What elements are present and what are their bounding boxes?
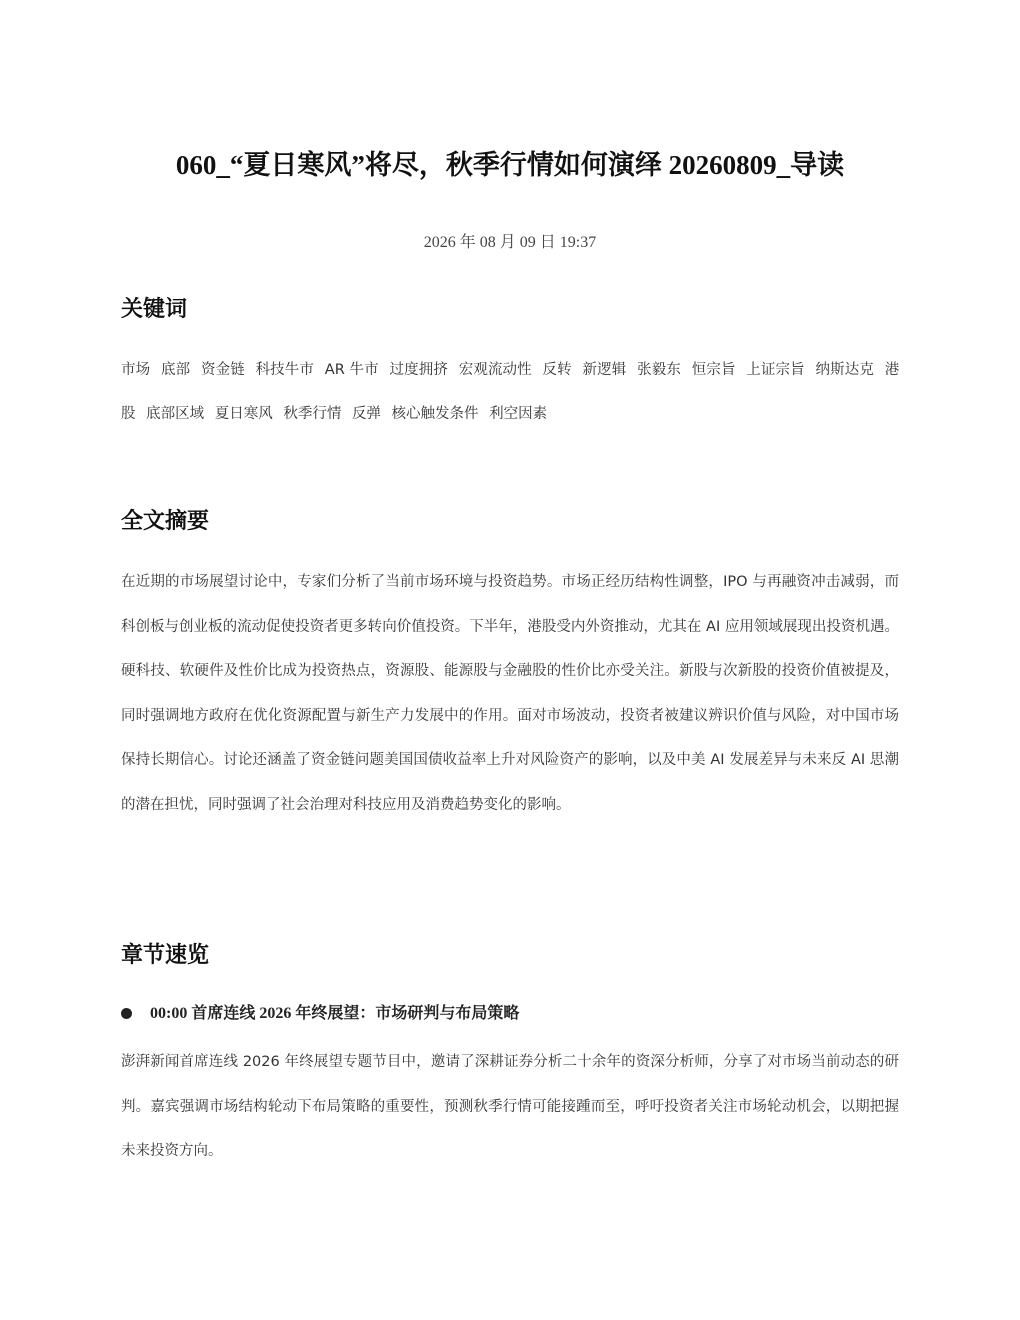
keyword: 市场: [121, 362, 151, 378]
summary-text: 在近期的市场展望讨论中，专家们分析了当前市场环境与投资趋势。市场正经历结构性调整，IPO 与再融资冲击减弱，而科创板与创业板的流动促使投资者更多转向价值投资。下半年，港股受内外资推动，尤其在 AI 应用领域展现出投资机遇。硬科技、软硬件及性价比成为投资热点，资源股、能源股与金融股的性价比亦受关注。新股与次新股的投资价值被提及，同时强调地方政府在优化资源配置与新生产力发展中的作用。面对市场波动，投资者被建议辨识价值与风险，对中国市场保持长期信心。讨论还涵盖了资金链问题美国国债收益率上升对风险资产的影响，以及中美 AI 发展差异与未来反 AI 思潮的潜在担忧，同时强调了社会治理对科技应用及消费趋势变化的影响。: [121, 574, 899, 813]
summary-heading: 全文摘要: [121, 509, 210, 534]
document-title: 060_“夏日寒风”将尽，秋季行情如何演绎 20260809_导读: [175, 150, 845, 180]
keyword: 新逻辑: [582, 362, 627, 378]
keyword: 过度拥挤: [389, 362, 448, 378]
keywords-list: [121, 348, 899, 436]
keyword: 科技牛市: [255, 362, 315, 378]
keyword: 底部: [160, 362, 191, 378]
keywords-heading: 关键词: [121, 297, 188, 322]
bullet-icon: [121, 1008, 132, 1019]
chapter-summary: 澎湃新闻首席连线 2026 年终展望专题节目中，邀请了深耕证券分析二十余年的资深分析师，分享了对市场当前动态的研判。嘉宾强调市场结构轮动下布局策略的重要性，预测秋季行情可能接踵而至，呼吁投资者关注市场轮动机会，以期把握未来投资方向。: [121, 1054, 899, 1159]
keyword: 反弹: [351, 406, 381, 422]
document-date: 2026 年 08 月 09 日 19:37: [423, 234, 597, 251]
keyword: 上证宗旨: [746, 362, 805, 378]
keyword: 夏日寒风: [214, 406, 273, 422]
keyword: 港股: [121, 362, 900, 422]
keyword: 宏观流动性: [458, 362, 532, 378]
keyword: 秋季行情: [283, 406, 342, 422]
keyword: 反转: [542, 362, 572, 378]
keyword: AR 牛市: [324, 362, 379, 378]
keyword: 利空因素: [489, 406, 548, 422]
chapters-heading: 章节速览: [121, 943, 210, 968]
keyword: 底部区域: [146, 406, 205, 422]
keyword: 纳斯达克: [815, 362, 874, 378]
chapter-title: 00:00 首席连线 2026 年终展望：市场研判与布局策略: [150, 1005, 520, 1022]
keyword: 资金链: [200, 362, 245, 378]
keyword: 张毅东: [637, 362, 681, 378]
chapter-item: [121, 1000, 899, 1028]
keyword: 恒宗旨: [691, 362, 736, 378]
keyword: 核心触发条件: [391, 406, 479, 422]
